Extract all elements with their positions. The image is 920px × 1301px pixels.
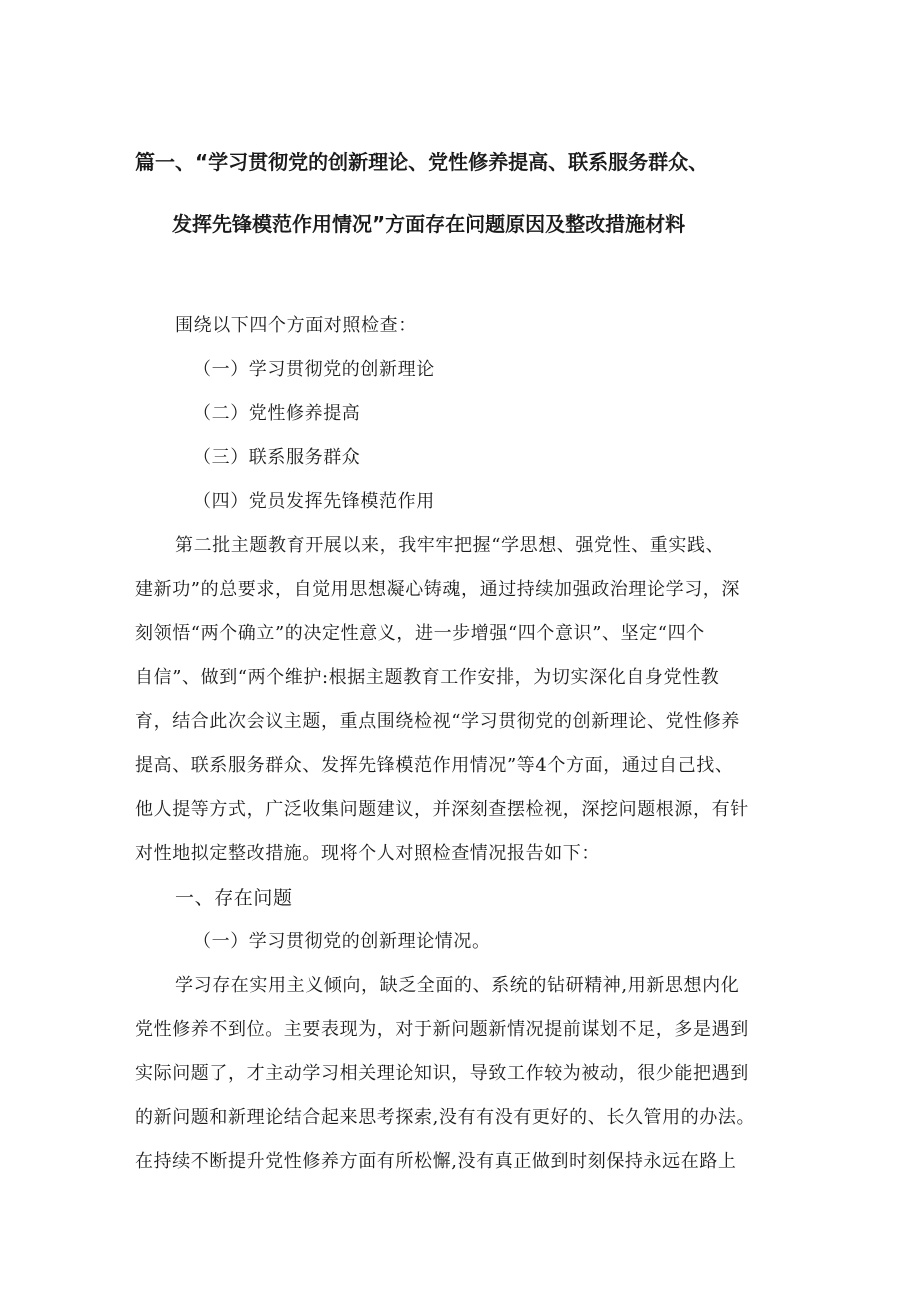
section-heading-existing-problems: 一、存在问题 — [175, 887, 293, 909]
paragraph2-line: 党性修养不到位。主要表现为，对于新问题新情况提前谋划不足，多是遇到 — [135, 1019, 749, 1040]
document-title-line-2: 发挥先锋模范作用情况”方面存在问题原因及整改措施材料 — [172, 212, 686, 236]
intro-text: 围绕以下四个方面对照检查： — [175, 315, 417, 336]
aspect-item-2: （二）党性修养提高 — [193, 403, 361, 424]
paragraph1-line: 对性地拟定整改措施。现将个人对照检查情况报告如下： — [135, 843, 600, 864]
paragraph2-line: 在持续不断提升党性修养方面有所松懈,没有真正做到时刻保持永远在路上 — [135, 1151, 737, 1172]
document-body — [135, 304, 793, 1184]
paragraph1-line: 育，结合此次会议主题，重点围绕检视“学习贯彻党的创新理论、党性修养 — [135, 711, 740, 732]
paragraph2-line: 学习存在实用主义倾向，缺乏全面的、系统的钻研精神,用新思想内化 — [175, 975, 740, 996]
aspect-item-1: （一）学习贯彻党的创新理论 — [193, 359, 435, 380]
paragraph1-line: 第二批主题教育开展以来，我牢牢把握“学思想、强党性、重实践、 — [175, 535, 725, 556]
subsection-heading-theory-study: （一）学习贯彻党的创新理论情况。 — [193, 931, 491, 952]
paragraph2-line: 的新问题和新理论结合起来思考探索,没有有没有更好的、长久管用的办法。 — [135, 1107, 756, 1128]
paragraph1-line: 自信”、做到“两个维护:根据主题教育工作安排，为切实深化自身党性教 — [135, 667, 720, 688]
document-title-line-1: 篇一、“学习贯彻党的创新理论、党性修养提高、联系服务群众、 — [135, 150, 709, 174]
paragraph2-line: 实际问题了，才主动学习相关理论知识，导致工作较为被动，很少能把遇到 — [135, 1063, 749, 1084]
paragraph1-line: 提高、联系服务群众、发挥先锋模范作用情况”等4个方面，通过自己找、 — [135, 755, 734, 776]
paragraph1-line: 他人提等方式，广泛收集问题建议，并深刻查摆检视，深挖问题根源，有针 — [135, 799, 749, 820]
paragraph1-line: 刻领悟“两个确立”的决定性意义，进一步增强“四个意识”、坚定“四个 — [135, 623, 705, 644]
paragraph1-line: 建新功”的总要求，自觉用思想凝心铸魂，通过持续加强政治理论学习，深 — [135, 579, 740, 600]
aspect-item-3: （三）联系服务群众 — [193, 447, 361, 468]
aspect-item-4: （四）党员发挥先锋模范作用 — [193, 491, 435, 512]
